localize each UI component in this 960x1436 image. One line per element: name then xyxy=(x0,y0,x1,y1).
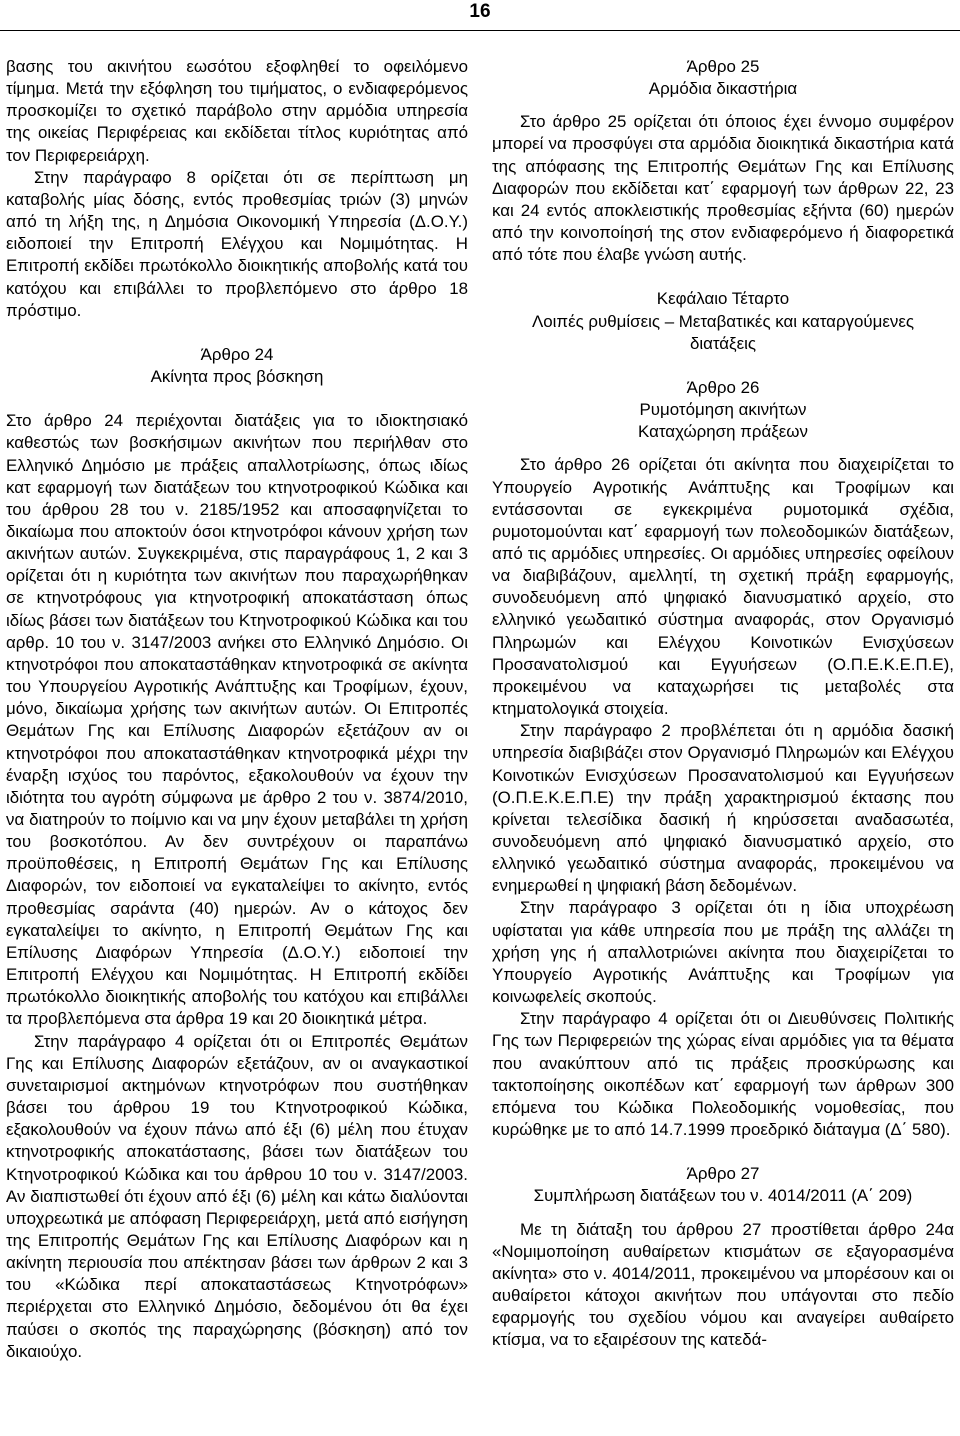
body-paragraph: Στην παράγραφο 4 ορίζεται ότι οι Επιτροπές Θεμάτων Γης και Επίλυσης Διαφορών εξετάζουν, αν οι αναγκαστικοί συνεταιρισμοί ακτημόνων κτηνοτρόφων που συστήθηκαν βάσει του άρθρου 19 του Κτηνοτροφικού Κώδικα, εξακολουθούν να έχουν πάνω από έξι (6) μέλη που έτυχαν κτηνοτροφικής αποκατάστασης, βάσει των διατάξεων του Κτηνοτροφικού Κώδικα και του άρθρου 10 του ν. 3147/2003. Αν διαπιστωθεί ότι έχουν από έξι (6) μέλη και κάτω διαλύονται υποχρεωτικά με απόφαση Περιφερειάρχη, μετά από εισήγηση της Επιτροπής Θεμάτων Γης και Επίλυσης Διαφόρων και η ακίνητη περιουσία που απέκτησαν βάσει των άρθρων 2 και 3 του «Κώδικα περί αποκαταστάσεως Κτηνοτρόφων» περιέρχεται στο Ελληνικό Δημόσιο, δεδομένου ότι θα έχει παύσει ο σκοπός της παραχώρησης (βόσκηση) από τον δικαιούχο. xyxy=(6,1031,468,1361)
article-26-heading: Άρθρο 26 xyxy=(686,377,760,397)
right-column xyxy=(492,56,954,1351)
header-rule xyxy=(0,30,960,31)
article-24-subtitle: Ακίνητα προς βόσκηση xyxy=(150,367,324,387)
article-25-subtitle: Αρμόδια δικαστήρια xyxy=(648,79,798,99)
body-paragraph: βασης του ακινήτου εωσότου εξοφληθεί το οφειλόμενο τίμημα. Μετά την εξόφληση του τιμήματος, ο ενδιαφερόμενος προσκομίζει το σχετικό παράβολο στην αρμόδια υπηρεσία της οικείας Περιφέρειας και εκδίδεται τίτλος κυριότητας από τον Περιφερειάρχη. xyxy=(6,57,468,165)
body-paragraph: Στο άρθρο 24 περιέχονται διατάξεις για το ιδιοκτησιακό καθεστώς των βοσκήσιμων ακινήτων που περιήλθαν στο Ελληνικό Δημόσιο με πράξεις απαλλοτρίωσης, όπως ιδίως κατ εφαρμογή των διατάξεων του κτηνοτροφικού Κώδικα και του άρθρου 28 του ν. 2185/1952 και αποσαφηνίζεται το δικαίωμα που αποκτούν όσοι κτηνοτρόφοι κάνουν χρήση των ακινήτων αυτών. Συγκεκριμένα, στις παραγράφους 1, 2 και 3 ορίζεται ότι η κυριότητα των ακινήτων που παραχωρήθηκαν σε κτηνοτρόφους για κτηνοτροφική αποκατάσταση όπως ιδίως βάσει των διατάξεων του Κτηνοτροφικού Κώδικα και του αρθρ. 10 του ν. 3147/2003 ανήκει στο Ελληνικό Δημόσιο. Οι κτηνοτρόφοι που αποκαταστάθηκαν κτηνοτροφικά σε ακίνητα του Υπουργείου Αγροτικής Ανάπτυξης και Τροφίμων, έχουν, μόνο, δικαίωμα χρήσης των ακινήτων αυτών. Οι Επιτροπές Θεμάτων Γης και Επίλυσης Διαφορών εξετάζουν αν οι κτηνοτρόφοι που αποκαταστάθηκαν κτηνοτροφικά μέχρι την έναρξη ισχύος του παρόντος, εξακολουθούν να έχουν την ιδιότητα του αγρότη σύμφωνα με άρθρο 2 του ν. 3874/2010, να διατηρούν το ποίμνιο και να μην έχουν μεταβάλει τη χρήση του βοσκοτόπου. Αν δεν συντρέχουν οι παραπάνω προϋποθέσεις, η Επιτροπή Θεμάτων Γης και Επίλυσης Διαφορών, τον ειδοποιεί να εγκαταλείψει το ακίνητο, εντός προθεσμίας σαράντα (40) ημερών. Αν ο κάτοχος δεν εγκαταλείψει το ακίνητο, η Επιτροπή Θεμάτων Γης και Επίλυσης Διαφόρων Υπηρεσία (Δ.Ο.Υ.) ειδοποιεί την Επιτροπή Ελέγχου και Νομιμότητας. Η Επιτροπή εκδίδει πρωτόκολλο διοικητικής αποβολής του κατόχου και επιβάλλει τα προβλεπόμενα στα άρθρα 19 και 20 διοικητικά μέτρα. xyxy=(6,411,468,1029)
body-paragraph: Στην παράγραφο 8 ορίζεται ότι σε περίπτωση μη καταβολής μίας δόσης, εντός προθεσμίας τριών (3) μηνών από τη λήξη της, η Δημόσια Οικονομική Υπηρεσία (Δ.Ο.Υ.) ειδοποιεί την Επιτροπή Ελέγχου και Νομιμότητας. Η Επιτροπή εκδίδει πρωτόκολλο διοικητικής αποβολής κατά του κατόχου και επιβάλλει το προβλεπόμενο στο άρθρο 18 πρόστιμο. xyxy=(6,167,468,320)
body-paragraph: Με τη διάταξη του άρθρου 27 προστίθεται άρθρο 24α «Νομιμοποίηση αυθαίρετων κτισμάτων σε εξαγορασμένα ακίνητα» στο ν. 4014/2011, προκειμένου να μπορέσουν και οι αυθαίρετοι κάτοχοι ακινήτων που υπάγονται στο πεδίο εφαρμογής του σχεδίου νόμου και αναγείρει αυθαίρετο κτίσμα, να το εξαιρέσουν της κατεδά- xyxy=(492,1219,954,1350)
body-paragraph: Στο άρθρο 26 ορίζεται ότι ακίνητα που διαχειρίζεται το Υπουργείο Αγροτικής Ανάπτυξης και Τροφίμων και εντάσσονται σε εγκεκριμένα ρυμοτομικά σχέδια, ρυμοτομούνται κατ΄ εφαρμογή των πολεοδομικών διατάξεων, από τις αρμόδιες υπηρεσίες. Οι αρμόδιες υπηρεσίες οφείλουν να διαβιβάζουν, αμελλητί, τη σχετική πράξη εφαρμογής, συνοδευόμενη από ψηφιακό διανυσματικό αρχείο, στο ελληνικό γεωδαιτικό σύστημα αναφοράς, στον Οργανισμό Πληρωμών και Ελέγχου Κοινοτικών Ενισχύσεων Προσανατολισμού και Εγγυήσεων (Ο.Π.Ε.Κ.Ε.Π.Ε), προκειμένου να καταχωρήσει τις μεταβολές στα κτηματολογικά στοιχεία. xyxy=(492,455,954,719)
chapter-4-subtitle: Λοιπές ρυθμίσεις – Μεταβατικές και καταργούμενες xyxy=(531,311,915,331)
article-26-subtitle: Καταχώρηση πράξεων xyxy=(638,422,808,442)
article-27-heading: Άρθρο 27 xyxy=(686,1164,760,1184)
page-number: 16 xyxy=(469,1,491,22)
article-24-heading: Άρθρο 24 xyxy=(200,344,274,364)
chapter-4-heading: Κεφάλαιο Τέταρτο xyxy=(656,289,790,309)
chapter-4-subtitle: διατάξεις xyxy=(689,333,757,353)
article-25-heading: Άρθρο 25 xyxy=(686,57,760,76)
article-26-subtitle: Ρυμοτόμηση ακινήτων xyxy=(639,400,807,420)
body-paragraph: Στο άρθρο 25 ορίζεται ότι όποιος έχει έννομο συμφέρον μπορεί να προσφύγει στα αρμόδια διοικητικά δικαστήρια κατά της απόφασης της Επιτροπής Θεμάτων Γης και Επίλυσης Διαφορών που εκδίδεται κατ΄ εφαρμογή των άρθρων 22, 23 και 24 εντός αποκλειστικής προθεσμίας εξήντα (60) ημερών από την κοινοποίησή της στον ενδιαφερόμενο ή διαφορετικά από τότε που έλαβε γνώση αυτής. xyxy=(492,112,954,265)
body-paragraph: Στην παράγραφο 3 ορίζεται ότι η ίδια υποχρέωση υφίσταται για κάθε υπηρεσία που με πράξη της αλλάζει τη χρήση γης ή απαλλοτριώνει ακίνητα που διαχειρίζεται το Υπουργείο Αγροτικής Ανάπτυξης και Τροφίμων για κοινωφελείς σκοπούς. xyxy=(492,898,954,1007)
article-27-subtitle: Συμπλήρωση διατάξεων του ν. 4014/2011 (Α΄ 209) xyxy=(533,1186,913,1206)
body-paragraph: Στην παράγραφο 2 προβλέπεται ότι η αρμόδια δασική υπηρεσία διαβιβάζει στον Οργανισμό Πληρωμών και Ελέγχου Κοινοτικών Ενισχύσεων Προσανατολισμού και Εγγυήσεων (Ο.Π.Ε.Κ.Ε.Π.Ε) την πράξη χαρακτηρισμού έκτασης που κρίνεται τελεσίδικα δασική ή κηρύσσεται αναδασωτέα, συνοδευόμενη από ψηφιακό διανυσματικό αρχείο, στο ελληνικό γεωδαιτικό σύστημα αναφοράς, προκειμένου να ενημερωθεί η ψηφιακή βάση δεδομένων. xyxy=(492,721,954,896)
left-column xyxy=(6,56,468,1363)
body-paragraph: Στην παράγραφο 4 ορίζεται ότι οι Διευθύνσεις Πολιτικής Γης των Περιφερειών της χώρας είναι αρμόδιες για τα θέματα που ανακύπτουν από τις πράξεις προσκύρωσης και τακτοποίησης οικοπέδων κατ΄ εφαρμογή των άρθρων 300 επόμενα του Κώδικα Πολεοδομικής νομοθεσίας, που κυρώθηκε με το από 14.7.1999 προεδρικό διάταγμα (Δ΄ 580). xyxy=(492,1009,954,1140)
